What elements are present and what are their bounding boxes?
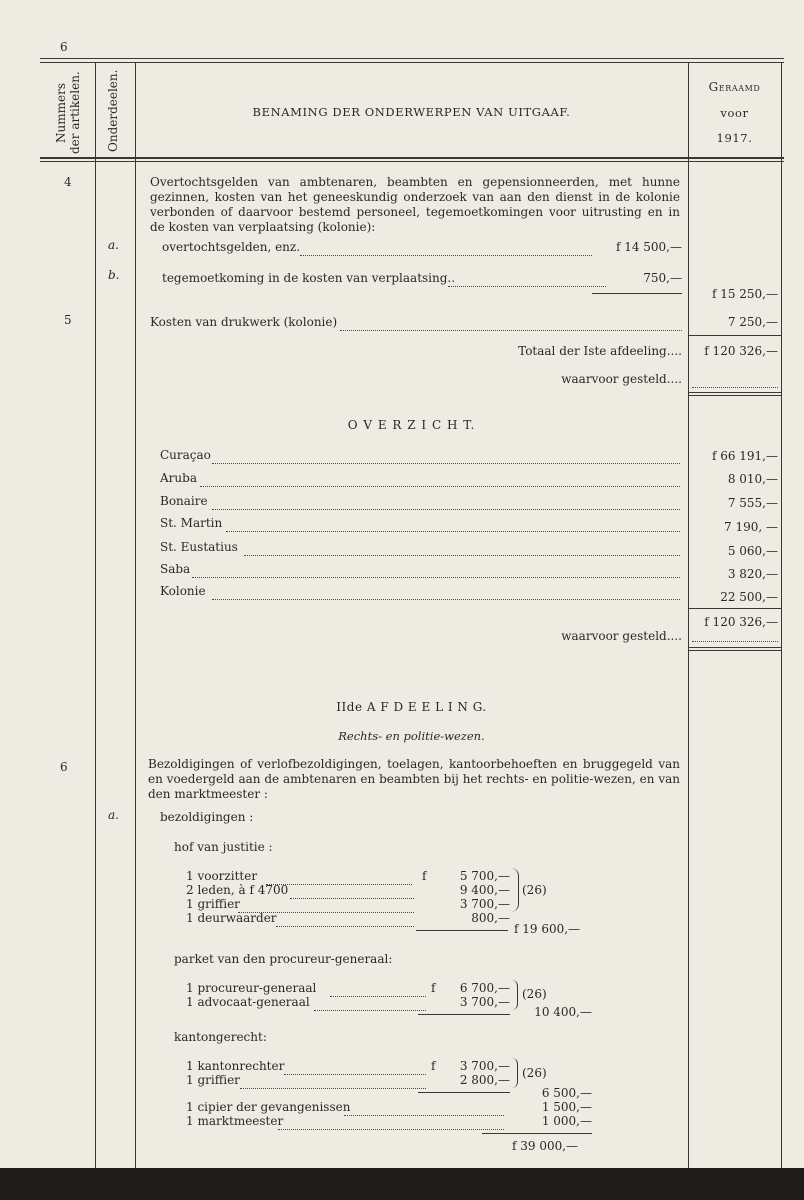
header-col-geraamd: Geraamd — [708, 80, 761, 94]
salary-amount: 800,— — [471, 911, 510, 925]
total-rule — [688, 608, 781, 609]
total-label: Totaal der Iste afdeeling.... — [518, 344, 682, 358]
header-col1-line2: der artikelen. — [68, 71, 82, 155]
overview-name: Saba — [160, 562, 191, 576]
double-rule — [688, 647, 781, 648]
salary-label: 1 deurwaarder — [186, 911, 277, 925]
header-col-nummers — [54, 70, 82, 156]
leader-dots — [192, 562, 680, 578]
article-total: f 15 250,— — [711, 287, 778, 301]
salary-amount: 9 400,— — [459, 883, 510, 897]
header-bottom-rule-2 — [40, 161, 784, 162]
column-divider-4 — [781, 62, 782, 1170]
subtotal-rule — [592, 293, 682, 294]
overview-amount: 22 500,— — [720, 590, 778, 604]
article-number: 5 — [64, 313, 72, 327]
header-col1-line1: Nummers — [54, 83, 68, 143]
article-subtotal: f 39 000,— — [512, 1139, 579, 1153]
leader-dots — [314, 995, 426, 1011]
group-title-hof: hof van justitie : — [174, 840, 273, 854]
double-rule — [688, 392, 781, 393]
total-rule — [482, 1133, 592, 1134]
overview-amount: f 66 191,— — [711, 449, 778, 463]
salary-label: 1 kantonrechter — [186, 1059, 285, 1073]
salary-label: 1 griffier — [186, 1073, 240, 1087]
salary-amount: 6 700,— — [459, 981, 510, 995]
leader-dots — [244, 540, 680, 556]
leader-dots — [226, 516, 680, 532]
column-divider-1 — [95, 62, 96, 1170]
sub-label: a. — [108, 808, 119, 822]
page-number: 6 — [60, 40, 68, 54]
overview-amount: 5 060,— — [727, 544, 778, 558]
salary-label: 1 cipier der gevangenissen — [186, 1100, 351, 1114]
overview-amount: 8 010,— — [727, 472, 778, 486]
leader-dots — [692, 626, 778, 642]
double-rule-2 — [688, 395, 781, 396]
salary-label: 1 voorzitter — [186, 869, 258, 883]
top-rule-2 — [40, 62, 784, 63]
leader-dots — [448, 271, 606, 287]
salary-label: 1 marktmeester — [186, 1114, 284, 1128]
overview-name: Bonaire — [160, 494, 208, 508]
leader-dots — [300, 240, 592, 256]
subtotal-rule — [416, 930, 508, 931]
brace-icon — [509, 1058, 518, 1088]
leader-dots — [692, 372, 778, 388]
waarvoor-label: waarvoor gesteld.... — [561, 629, 682, 643]
overview-amount: 3 820,— — [727, 567, 778, 581]
section-subtitle: Rechts- en politie-wezen. — [338, 729, 485, 743]
group-subtotal: 6 500,— — [541, 1086, 592, 1100]
page-bottom-edge — [0, 1168, 804, 1200]
salary-amount: 3 700,— — [459, 897, 510, 911]
group-title-kanton: kantongerecht: — [174, 1030, 267, 1044]
salary-amount: 1 000,— — [541, 1114, 592, 1128]
column-divider-2 — [135, 62, 136, 1170]
sub-label: b. — [108, 268, 120, 282]
leader-dots — [212, 584, 680, 600]
salary-label: 1 procureur-generaal — [186, 981, 317, 995]
article-description: Bezoldigingen of verlofbezoldigingen, toelagen, kantoorbehoeften en bruggegeld van en voedergeld aan de ambtenaren en beambten bij het rechts- en politie-wezen, en van den marktmeester : — [148, 757, 680, 801]
subtotal-rule — [418, 1092, 510, 1093]
group-title-parket: parket van den procureur-generaal: — [174, 952, 393, 966]
currency-mark: f — [431, 981, 436, 995]
salary-amount: 5 700,— — [459, 869, 510, 883]
currency-mark: f — [431, 1059, 436, 1073]
overview-total: f 120 326,— — [704, 615, 778, 629]
sub-label: a. — [108, 238, 119, 252]
group-total: f 19 600,— — [514, 922, 581, 936]
waarvoor-label: waarvoor gesteld.... — [561, 372, 682, 386]
total-amount: f 120 326,— — [704, 344, 778, 358]
salary-label: 1 advocaat-generaal — [186, 995, 310, 1009]
overview-name: Curaçao — [160, 448, 211, 462]
overview-name: Aruba — [160, 471, 197, 485]
footnote-ref: (26) — [522, 1066, 547, 1080]
header-col-voor: voor — [720, 106, 749, 120]
salary-amount: 3 700,— — [459, 1059, 510, 1073]
header-bottom-rule — [40, 157, 784, 159]
article-description: Overtochtsgelden van ambtenaren, beambten en gepensionneerden, met hunne gezinnen, kosten van het geneeskundig onderzoek van aan den dienst in de kolonie verbonden of daarvoor bestemd personeel, tegemoetkomingen voor uitrusting en in de kosten van verplaatsing (kolonie): — [150, 175, 680, 234]
salary-amount: 3 700,— — [459, 995, 510, 1009]
overview-amount: 7 555,— — [727, 496, 778, 510]
overview-name: St. Martin — [160, 516, 223, 530]
total-rule — [688, 335, 781, 336]
sub-item-amount: f 14 500,— — [615, 240, 682, 254]
leader-dots — [212, 494, 680, 510]
article-number: 4 — [64, 175, 72, 189]
top-rule — [40, 58, 784, 59]
overview-amount: 7 190, — — [724, 520, 778, 534]
overview-name: Kolonie — [160, 584, 206, 598]
leader-dots — [278, 1114, 504, 1130]
leader-dots — [200, 471, 680, 487]
article-amount: 7 250,— — [727, 315, 778, 329]
leader-dots — [276, 911, 414, 927]
header-col-onderdeelen: Onderdeelen. — [106, 69, 120, 153]
footnote-ref: (26) — [522, 987, 547, 1001]
sub-item-text: tegemoetkoming in de kosten van verplaatsing.. — [162, 271, 456, 285]
article-number: 6 — [60, 760, 68, 774]
salary-amount: 2 800,— — [459, 1073, 510, 1087]
brace-icon — [508, 868, 519, 912]
section-title-afdeeling: IIde A F D E E L I N G. — [336, 700, 487, 714]
leader-dots — [240, 1073, 426, 1089]
leader-dots — [212, 448, 680, 464]
footnote-ref: (26) — [522, 883, 547, 897]
salary-label: 2 leden, à f 4700 — [186, 883, 289, 897]
article-description: Kosten van drukwerk (kolonie) — [150, 315, 338, 329]
overview-name: St. Eustatius — [160, 540, 238, 554]
section-title-overzicht: O V E R Z I C H T. — [347, 418, 476, 432]
leader-dots — [340, 315, 682, 331]
sub-item-text: bezoldigingen : — [160, 810, 254, 824]
header-col-year: 1917. — [716, 131, 753, 145]
sub-item-text: overtochtsgelden, enz. — [162, 240, 301, 254]
subtotal-rule — [418, 1014, 510, 1015]
salary-amount: 1 500,— — [541, 1100, 592, 1114]
salary-label: 1 griffier — [186, 897, 240, 911]
double-rule-2 — [688, 650, 781, 651]
sub-item-amount: 750,— — [643, 271, 682, 285]
currency-mark: f — [422, 869, 427, 883]
group-total: 10 400,— — [534, 1005, 592, 1019]
header-col-benaming: BENAMING DER ONDERWERPEN VAN UITGAAF. — [252, 105, 571, 119]
